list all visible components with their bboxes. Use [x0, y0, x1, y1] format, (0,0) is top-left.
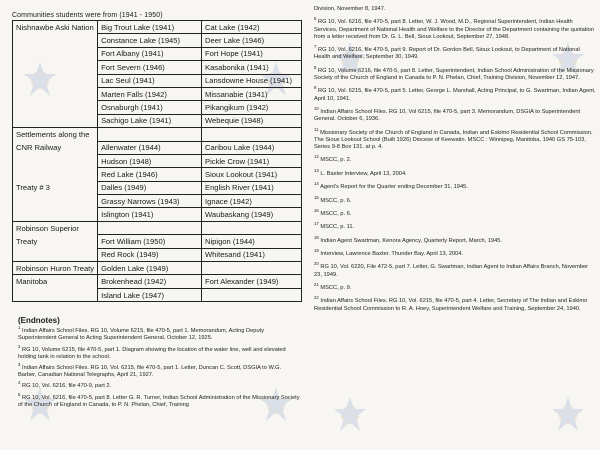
endnote-number: 11 — [314, 126, 319, 132]
endnote — [18, 325, 300, 342]
community-cell: Webequie (1948) — [202, 114, 302, 127]
region-cell — [13, 61, 98, 74]
table-row — [13, 128, 302, 141]
endnote — [314, 167, 596, 178]
region-cell — [13, 34, 98, 47]
right-endnotes — [308, 6, 596, 313]
community-cell: Fort Albany (1941) — [98, 47, 202, 60]
community-cell: Ignace (1942) — [202, 195, 302, 208]
community-cell: Marten Falls (1942) — [98, 87, 202, 100]
endnote-text: Interview, Lawrence Baxter. Thunder Bay. April 13, 2004. — [320, 251, 464, 258]
community-cell — [202, 262, 302, 275]
endnote-text: RG 10, Vol. 6216, file 470-5, part 8. Letter G. R. Turner, Indian School Administration of the Missionary Society of the Church of England in Canada, to P. N. Phelan, Chief, Training — [18, 394, 300, 408]
endnote-number: 1 — [18, 325, 21, 331]
community-cell: English River (1941) — [202, 181, 302, 194]
community-cell: Dalles (1949) — [98, 181, 202, 194]
endnote-text: RG 10, Vol. 6215, file 470-5, part 5. Letter, George L. Marshall, Acting Principal, to G. Swartman, Indian Agent, April 10, 1941. — [314, 88, 596, 102]
community-cell — [98, 221, 202, 234]
left-column — [6, 12, 306, 413]
region-cell — [13, 248, 98, 261]
endnote-number: 22 — [314, 295, 319, 301]
endnote-number: 7 — [314, 44, 317, 50]
endnote — [314, 154, 596, 164]
endnote-number: 5 — [18, 391, 21, 397]
table-row — [13, 114, 302, 127]
table-row — [13, 168, 302, 181]
endnote — [314, 248, 596, 258]
community-cell: Constance Lake (1945) — [98, 34, 202, 47]
endnote — [314, 126, 596, 152]
table-row — [13, 61, 302, 74]
community-cell: Whitesand (1941) — [202, 248, 302, 261]
region-cell — [13, 195, 98, 208]
endnote-number: 21 — [314, 282, 319, 288]
endnote-number: 12 — [314, 154, 319, 160]
region-cell — [13, 154, 98, 167]
community-cell: Sioux Lookout (1941) — [202, 168, 302, 181]
community-cell: Islington (1941) — [98, 208, 202, 221]
community-cell — [202, 221, 302, 234]
community-cell: Missanabie (1941) — [202, 87, 302, 100]
endnote-number: 17 — [314, 221, 319, 227]
eagle-feather-emblem-icon — [548, 395, 588, 435]
community-cell: Cat Lake (1942) — [202, 21, 302, 34]
endnote — [314, 282, 596, 292]
table-row — [13, 34, 302, 47]
endnote-text: RG 10, Vol. 6220, File 472-5, part 7. Letter, G. Swartman, Indian Agent to Indian Affairs Branch, November 23, 1949. — [314, 264, 589, 278]
endnote — [314, 6, 596, 13]
endnote — [314, 85, 596, 102]
endnote-text: MSCC, p. 6. — [320, 197, 352, 204]
table-row — [13, 21, 302, 34]
region-cell: Nishnawbe Aski Nation — [13, 21, 98, 34]
community-cell: Red Lake (1946) — [98, 168, 202, 181]
endnote — [314, 234, 596, 245]
region-cell — [13, 101, 98, 114]
eagle-feather-emblem-icon — [330, 395, 370, 435]
endnote — [314, 208, 596, 218]
community-cell: Waubaskang (1949) — [202, 208, 302, 221]
endnote-text: Indian Affairs School Files. RG 10, Vol 6215, file 470-5, part 3. Memorandum, DSGIA to Superintendent General. October 6, 1936. — [314, 108, 581, 123]
community-cell: Pikangikum (1942) — [202, 101, 302, 114]
community-cell — [202, 128, 302, 141]
endnote-text: Indian Affairs School Files. RG 10, Vol. 6215, file 470-5, part 4. Letter, Secretary of The Indian and Eskimo Residential School Commission to R. A. Hoey, Superintendent Welfare and Training, September 24, 1940. — [314, 298, 588, 312]
endnotes-heading: (Endnotes) — [18, 316, 60, 326]
community-cell: Golden Lake (1949) — [98, 262, 202, 275]
right-column — [308, 6, 596, 319]
endnote — [314, 295, 596, 312]
endnote-number: 2 — [18, 343, 21, 349]
endnote-text: L. Baxter Interview, April 13, 2004. — [320, 170, 407, 177]
region-cell: Treaty — [13, 235, 98, 248]
community-cell: Fort Severn (1946) — [98, 61, 202, 74]
region-cell: CNR Railway — [13, 141, 98, 154]
community-cell: Island Lake (1947) — [98, 288, 202, 301]
endnote-text: RG 10, Vol. 6216, file 470-9, part 2. — [21, 383, 112, 390]
community-cell: Lac Seul (1941) — [98, 74, 202, 87]
community-cell: Fort William (1950) — [98, 235, 202, 248]
community-cell: Lansdowne House (1941) — [202, 74, 302, 87]
table-row — [13, 221, 302, 234]
endnote — [18, 343, 300, 361]
endnote-text: Division, November 8, 1947. — [314, 6, 386, 12]
community-cell: Fort Alexander (1949) — [202, 275, 302, 288]
community-cell — [98, 128, 202, 141]
region-cell — [13, 208, 98, 221]
table-row — [13, 275, 302, 288]
endnote-number: 13 — [314, 167, 319, 173]
endnote — [18, 380, 300, 390]
region-cell: Robinson Superior — [13, 221, 98, 234]
communities-table — [12, 20, 302, 302]
community-cell: Fort Hope (1941) — [202, 47, 302, 60]
community-cell: Sachigo Lake (1941) — [98, 114, 202, 127]
endnote-text: Missionary Society of the Church of England in Canada, Indian and Eskimo Residential School Commission. The Sioux Lookout School (Built 1926) Diocese of Keewatin. MSCC : Winnipeg, Manitoba, 1940 GS 75-103, Series 9-8 Box 131. at p. 4. — [314, 129, 593, 150]
region-cell: Settlements along the — [13, 128, 98, 141]
community-cell: Nipigon (1944) — [202, 235, 302, 248]
endnote-number: 9 — [314, 85, 317, 91]
endnote-text: Indian Agent Swartman, Kenora Agency, Quarterly Report, March, 1945. — [320, 237, 503, 244]
endnote-number: 3 — [18, 362, 21, 368]
endnote-text: MSCC, p. 9. — [320, 285, 352, 292]
endnote-text: MSCC, p. 2. — [320, 157, 352, 164]
endnote-text: RG 10, Vol. 6216, file 470-5, part 9. Report of Dr. Gordon Bell, Sioux Lookout, to Department of National Health and Welfare, September 30, 1949. — [314, 47, 580, 61]
table-row — [13, 47, 302, 60]
table-row — [13, 74, 302, 87]
endnote-number: 14 — [314, 181, 319, 187]
endnote-number: 20 — [314, 261, 319, 267]
table-row — [13, 154, 302, 167]
endnote-number: 4 — [18, 380, 21, 386]
community-cell: Deer Lake (1946) — [202, 34, 302, 47]
table-row — [13, 101, 302, 114]
community-cell: Red Rock (1949) — [98, 248, 202, 261]
region-cell — [13, 168, 98, 181]
community-cell: Pickle Crow (1941) — [202, 154, 302, 167]
endnote-text: MSCC, p. 6. — [320, 210, 352, 217]
region-cell: Robinson Huron Treaty — [13, 262, 98, 275]
region-cell — [13, 288, 98, 301]
endnote-text: RG 10, Volume 6216, file 470-5, part 8. Letter, Superintendent, Indian School Administration of the Missionary Society of the Church of England in Canada to P. N. Phelan, Chief, Training Division, November 12, 1947. — [314, 67, 594, 81]
region-cell — [13, 114, 98, 127]
table-row — [13, 195, 302, 208]
endnote-number: 16 — [314, 208, 319, 214]
region-cell: Manitoba — [13, 275, 98, 288]
endnote — [314, 106, 596, 123]
table-caption: Communities students were from (1941 - 1950) — [12, 12, 163, 19]
endnote-text: Agent's Report for the Quarter ending December 31, 1945. — [320, 184, 468, 191]
endnote — [18, 362, 300, 379]
endnote-text: Indian Affairs School Files. RG 10, Vol. 6215, file 470-5, part 1. Letter, Duncan C. Scott, DSGIA to W.G. Barber, Canadian National Telegraphs, April 21, 1927. — [18, 365, 282, 379]
endnote — [314, 261, 596, 278]
region-cell — [13, 87, 98, 100]
endnote-text: Indian Affairs School Files. RG 10, Volume 6215, file 470-5, part 1. Memorandum, Acting Deputy Superintendent General to Acting Superintendent General, October 12, 1925. — [18, 328, 265, 342]
community-cell: Grassy Narrows (1943) — [98, 195, 202, 208]
left-endnotes — [6, 325, 306, 409]
endnote-number: 15 — [314, 194, 319, 200]
table-row — [13, 248, 302, 261]
endnote-number: 6 — [314, 16, 317, 22]
endnote — [314, 194, 596, 205]
endnote — [314, 181, 596, 191]
endnote-number: 19 — [314, 248, 319, 254]
community-cell: Osnaburgh (1941) — [98, 101, 202, 114]
endnote-number: 10 — [314, 106, 319, 112]
endnote-text: RG 10, Vol. 6216, file 470-5, part 8. Letter, W. J. Wood, M.D., Regional Superintendent, Indian Health Services, Department of National Health and Welfare to the Director of the Department containing the quotation from a letter received from Dr. G. L. Bell, Sioux Lookout, September 27, 1948. — [314, 19, 595, 40]
endnote — [314, 16, 596, 41]
endnote-text: RG 10, Volume 6215, file 470-5, part 1. Diagram showing the location of the water line, well and elevated holding tank in relation to the school. — [18, 346, 286, 360]
community-cell: Caribou Lake (1944) — [202, 141, 302, 154]
table-row — [13, 141, 302, 154]
community-cell: Brokenhead (1942) — [98, 275, 202, 288]
region-cell — [13, 74, 98, 87]
endnote-number: 8 — [314, 64, 317, 70]
community-cell: Hudson (1948) — [98, 154, 202, 167]
endnote-number: 18 — [314, 234, 319, 240]
endnote-text: MSCC, p. 11. — [320, 224, 355, 231]
table-row — [13, 181, 302, 194]
table-row — [13, 208, 302, 221]
table-row — [13, 235, 302, 248]
table-row — [13, 262, 302, 275]
community-cell: Allenwater (1944) — [98, 141, 202, 154]
endnote — [314, 64, 596, 82]
table-row — [13, 87, 302, 100]
community-cell: Kasabonika (1941) — [202, 61, 302, 74]
endnote — [314, 221, 596, 231]
community-cell: Big Trout Lake (1941) — [98, 21, 202, 34]
endnote — [18, 391, 300, 409]
region-cell — [13, 47, 98, 60]
community-cell — [202, 288, 302, 301]
table-row — [13, 288, 302, 301]
endnote — [314, 44, 596, 61]
region-cell: Treaty # 3 — [13, 181, 98, 194]
